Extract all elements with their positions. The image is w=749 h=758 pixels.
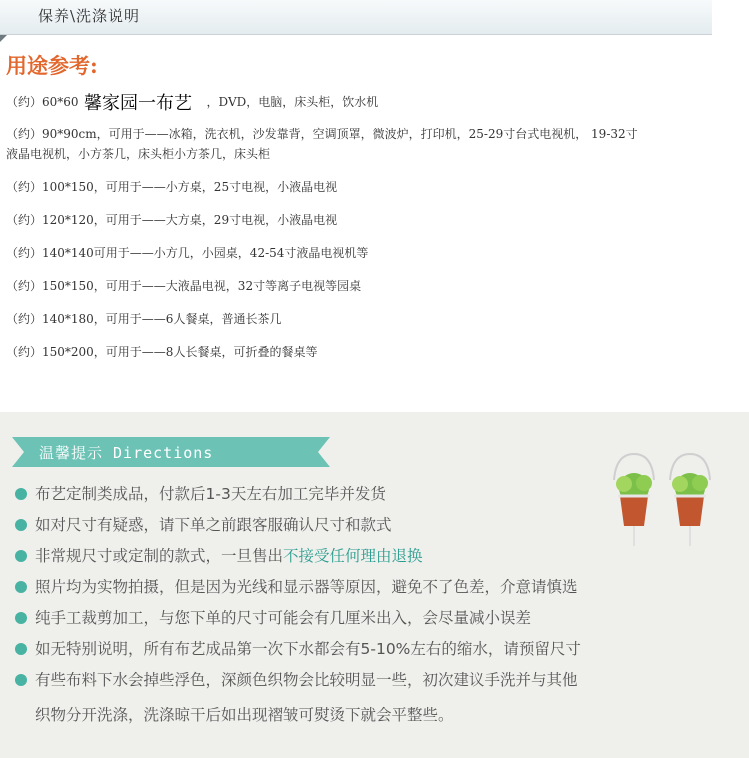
usage-line-5: （约）120*120，可用于——大方桌，29寸电视，小液晶电视 — [6, 213, 338, 227]
usage-line-2: （约）90*90cm，可用于——冰箱，洗衣机，沙发靠背，空调顶罩，微波炉，打印机，25-29寸台式电视机， 19-32寸 — [6, 127, 638, 141]
tip-item-7-continued: 织物分开洗涤，洗涤晾干后如出现褶皱可熨烫下就会平整些。 — [35, 706, 454, 724]
usage-line-3: 液晶电视机，小方茶几，床头柜小方茶几，床头柜 — [6, 147, 271, 161]
usage-line-1: （约）60*60 ，DVD，电脑，床头柜，饮水机 — [6, 95, 379, 109]
section-header-title: 保养\洗涤说明 — [38, 7, 141, 25]
usage-line-9: （约）150*200，可用于——8人长餐桌，可折叠的餐桌等 — [6, 345, 318, 359]
tips-banner — [12, 437, 330, 467]
tip-item-3: 非常规尺寸或定制的款式，一旦售出不接受任何理由退换 — [15, 541, 735, 572]
section-header-bar — [0, 0, 712, 35]
bullet-dot-icon — [15, 612, 27, 624]
bullet-dot-icon — [15, 488, 27, 500]
tips-banner-label: 温馨提示 Directions — [39, 444, 214, 462]
usage-line-7: （约）150*150，可用于——大液晶电视，32寸等离子电视等园桌 — [6, 279, 362, 293]
tip-item-5: 纯手工裁剪加工，与您下单的尺寸可能会有几厘米出入，会尽量减小误差 — [15, 603, 735, 634]
watermark-text: 馨家园一布艺 — [84, 93, 192, 114]
tip-item-1: 布艺定制类成品，付款后1-3天左右加工完毕并发货 — [15, 479, 735, 510]
usage-line-8: （约）140*180，可用于——6人餐桌，普通长茶几 — [6, 312, 282, 326]
tip-item-4: 照片均为实物拍摄，但是因为光线和显示器等原因，避免不了色差，介意请慎选 — [15, 572, 735, 603]
bullet-dot-icon — [15, 643, 27, 655]
usage-line-6: （约）140*140可用于——小方几，小园桌，42-54寸液晶电视机等 — [6, 246, 369, 260]
tip-item-6: 如无特别说明，所有布艺成品第一次下水都会有5-10%左右的缩水，请预留尺寸 — [15, 634, 735, 665]
bullet-dot-icon — [15, 519, 27, 531]
bullet-dot-icon — [15, 550, 27, 562]
bullet-dot-icon — [15, 674, 27, 686]
usage-title: 用途参考: — [6, 53, 98, 78]
usage-line-4: （约）100*150，可用于——小方桌，25寸电视，小液晶电视 — [6, 180, 338, 194]
tips-section — [0, 412, 749, 758]
tip-item-7: 有些布料下水会掉些浮色，深颜色织物会比较明显一些，初次建议手洗并与其他 — [15, 665, 735, 696]
bullet-dot-icon — [15, 581, 27, 593]
header-corner-triangle — [0, 35, 7, 42]
tip-item-2: 如对尺寸有疑惑，请下单之前跟客服确认尺寸和款式 — [15, 510, 735, 541]
